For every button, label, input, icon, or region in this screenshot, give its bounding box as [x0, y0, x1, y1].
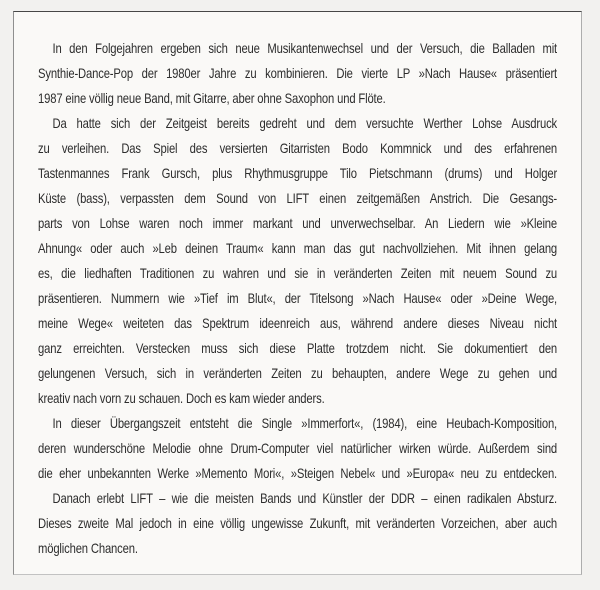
- text-line: zu verleihen. Das Spiel des versierten Gitarristen Bodo Kommnick und des erfahrenen: [38, 140, 558, 156]
- text-area: [38, 36, 557, 561]
- text-line: Tastenmannes Frank Gursch, plus Rhythmusgruppe Tilo Pietschmann (drums) und Holger: [38, 165, 558, 181]
- text-line: Ahnung« oder auch »Leb deinen Traum« kann man das gut nachvollziehen. Mit ihnen gelang: [38, 240, 558, 256]
- text-line: In den Folgejahren ergeben sich neue Musikantenwechsel und der Versuch, die Balladen mit: [52, 40, 558, 56]
- text-line: 1987 eine völlig neue Band, mit Gitarre, aber ohne Saxophon und Flöte.: [38, 90, 386, 106]
- text-line: Dieses zweite Mal jedoch in eine völlig ungewisse Zukunft, mit veränderten Vorzeichen, aber auch: [38, 515, 558, 531]
- text-line: möglichen Chancen.: [38, 540, 138, 556]
- text-line: deren wunderschöne Melodie ohne Drum-Computer viel natürlicher wirken würde. Außerdem sind: [38, 440, 558, 456]
- text-line: kreativ nach vorn zu schauen. Doch es kam wieder anders.: [38, 390, 325, 406]
- text-line: die eher unbekannten Werke »Memento Mori«, »Steigen Nebel« und »Europa« neu zu entdecken.: [38, 465, 558, 481]
- text-line: meine Wege« weiteten das Spektrum ideenreich aus, während andere dieses Niveau nicht: [38, 315, 558, 331]
- text-line: Danach erlebt LIFT – wie die meisten Bands und Künstler der DDR – einen radikalen Absturz.: [52, 490, 558, 506]
- text-line: Küste (bass), verpassten dem Sound von LIFT einen zeitgemäßen Anstrich. Die Gesangs-: [38, 190, 558, 206]
- text-line: In dieser Übergangszeit entsteht die Single »Immerfort«, (1984), eine Heubach-Komposition,: [52, 415, 558, 431]
- text-line: Synthie-Dance-Pop der 1980er Jahre zu kombinieren. Die vierte LP »Nach Hause« präsentiert: [38, 65, 558, 81]
- text-line: präsentieren. Nummern wie »Tief im Blut«, der Titelsong »Nach Hause« oder »Deine Wege,: [38, 290, 558, 306]
- text-line: gelungenen Versuch, sich in veränderten Zeiten zu behaupten, andere Wege zu gehen und: [38, 365, 558, 381]
- text-column: [38, 36, 557, 561]
- text-line: Da hatte sich der Zeitgeist bereits gedreht und dem versuchte Werther Lohse Ausdruck: [52, 115, 558, 131]
- text-line: es, die liedhaften Traditionen zu wahren und sie in veränderten Zeiten mit neuem Sound zu: [38, 265, 558, 281]
- booklet-page-frame: [13, 11, 582, 575]
- text-line: ganz erreichten. Verstecken muss sich diese Platte trotzdem nicht. Sie dokumentiert den: [38, 340, 558, 356]
- text-line: parts von Lohse waren noch immer markant und unverwechselbar. An Liedern wie »Kleine: [38, 215, 558, 231]
